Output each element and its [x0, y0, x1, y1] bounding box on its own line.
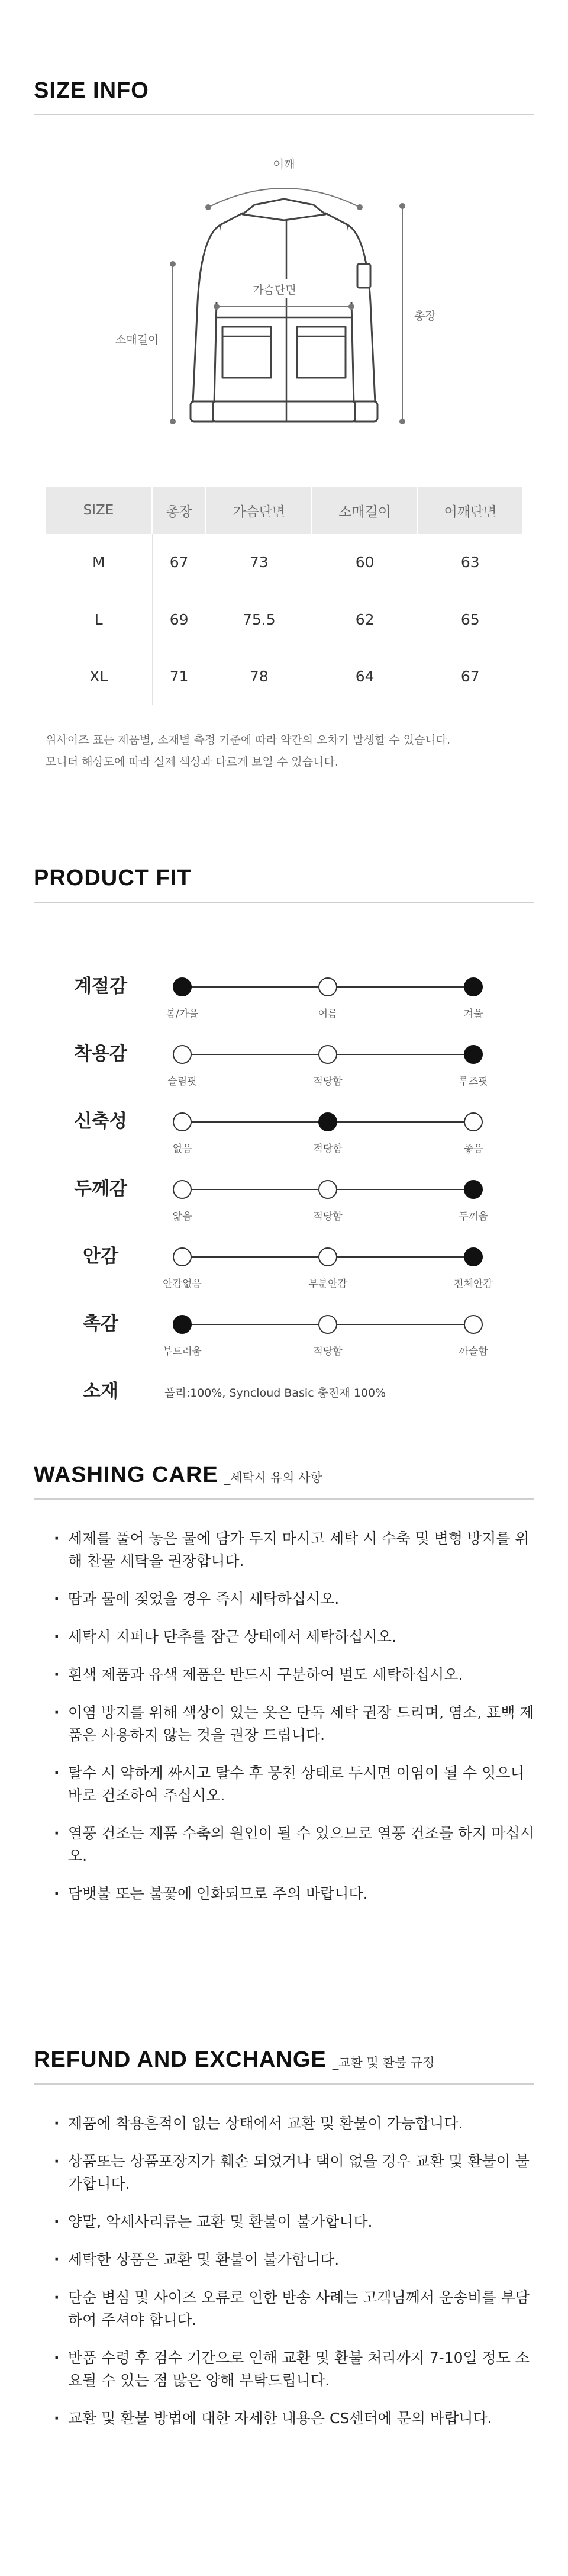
size-info-divider	[34, 114, 534, 115]
table-cell: M	[46, 534, 152, 591]
table-row	[46, 534, 522, 591]
fit-dot	[464, 1045, 483, 1064]
fit-dot	[464, 1247, 483, 1266]
fit-option: 안감없음	[163, 1278, 202, 1290]
table-cell: XL	[46, 648, 152, 705]
washing-care-divider	[34, 1498, 534, 1500]
table-cell: 75.5	[206, 591, 312, 648]
fit-dot	[173, 1112, 192, 1131]
fit-option: 루즈핏	[459, 1076, 488, 1088]
jacket-size-diagram	[0, 148, 568, 456]
fit-label: 두께감	[74, 1178, 127, 1199]
refund-title	[34, 2047, 434, 2073]
table-cell: 62	[312, 591, 418, 648]
fit-row-season	[0, 971, 568, 1030]
product-fit-divider	[34, 902, 534, 903]
table-cell: 73	[206, 534, 312, 591]
table-cell: 78	[206, 648, 312, 705]
header-sleeve: 소매길이	[312, 487, 418, 534]
size-table	[46, 487, 522, 705]
list-item: · 제품에 착용흔적이 없는 상태에서 교환 및 환불이 가능합니다.	[51, 2112, 537, 2135]
list-item: · 단순 변심 및 사이즈 오류로 인한 반송 사례는 고객님께서 운송비를 부담하여 주셔야 합니다.	[51, 2286, 537, 2331]
list-item: · 탈수 시 약하게 짜시고 탈수 후 뭉친 상태로 두시면 이염이 될 수 잇으니 바로 건조하여 주십시오.	[51, 1762, 537, 1807]
fit-row-wear	[0, 1038, 568, 1098]
list-item: · 땀과 물에 젖었을 경우 즉시 세탁하십시오.	[51, 1588, 537, 1610]
size-notes	[46, 729, 450, 773]
table-cell: 65	[418, 591, 522, 648]
fit-dot	[464, 1315, 483, 1334]
fit-option: 부분안감	[308, 1278, 347, 1290]
list-item: · 열풍 건조는 제품 수축의 원인이 될 수 있으므로 열풍 건조를 하지 마십시오.	[51, 1822, 537, 1867]
refund-divider	[34, 2083, 534, 2085]
fit-label: 착용감	[74, 1043, 127, 1065]
fit-dot	[318, 1045, 337, 1064]
fit-option: 여름	[318, 1008, 338, 1020]
washing-care-title	[34, 1462, 322, 1488]
list-item: · 흰색 제품과 유색 제품은 반드시 구분하여 별도 세탁하십시오.	[51, 1664, 537, 1686]
fit-option: 두꺼움	[459, 1211, 488, 1223]
size-note: 모니터 해상도에 따라 실제 색상과 다르게 보일 수 있습니다.	[46, 755, 338, 768]
fit-option: 좋음	[463, 1143, 483, 1155]
size-note: 위사이즈 표는 제품별, 소재별 측정 기준에 따라 약간의 오차가 발생할 수 있습니다.	[46, 734, 451, 747]
fit-option: 적당함	[313, 1211, 343, 1223]
header-shoulder: 어깨단면	[418, 487, 522, 534]
list-item: · 상품또는 상품포장지가 훼손 되었거나 택이 없을 경우 교환 및 환불이 불가합니다.	[51, 2150, 537, 2195]
jacket-icon	[191, 199, 377, 422]
header-chest: 가슴단면	[206, 487, 312, 534]
fit-label: 신축성	[74, 1111, 127, 1132]
list-item: · 양말, 악세사리류는 교환 및 환불이 불가합니다.	[51, 2211, 537, 2233]
fit-dot	[318, 1180, 337, 1199]
fit-option: 부드러움	[163, 1346, 202, 1358]
table-cell: L	[46, 591, 152, 648]
fit-dot	[173, 1180, 192, 1199]
fit-option: 전체안감	[454, 1278, 493, 1290]
fit-option: 봄/가을	[166, 1008, 199, 1020]
fit-dot	[464, 977, 483, 996]
fit-option: 적당함	[313, 1346, 343, 1358]
fit-dot	[173, 977, 192, 996]
table-cell: 60	[312, 534, 418, 591]
table-cell: 67	[152, 534, 206, 591]
list-item: · 반품 수령 후 검수 기간으로 인해 교환 및 환불 처리까지 7-10일 정도 소요될 수 있는 점 많은 양해 부탁드립니다.	[51, 2347, 537, 2392]
fit-dot	[464, 1180, 483, 1199]
list-item: · 교환 및 환불 방법에 대한 자세한 내용은 CS센터에 문의 바랍니다.	[51, 2407, 537, 2430]
fit-dot	[173, 1247, 192, 1266]
fit-dot	[318, 1315, 337, 1334]
fit-option: 얇음	[172, 1211, 192, 1223]
table-row	[46, 648, 522, 705]
refund-heading: REFUND AND EXCHANGE	[34, 2047, 327, 2072]
list-item: · 이염 방지를 위해 색상이 있는 옷은 단독 세탁 권장 드리며, 염소, 표백 제품은 사용하지 않는 것을 권장 드립니다.	[51, 1702, 537, 1747]
refund-subtitle: _교환 및 환불 규정	[332, 2056, 435, 2070]
list-item: · 세제를 풀어 놓은 물에 담가 두지 마시고 세탁 시 수축 및 변형 방지를 위해 찬물 세탁을 권장합니다.	[51, 1527, 537, 1572]
fit-row-lining	[0, 1241, 568, 1300]
size-info-title: SIZE INFO	[34, 78, 149, 103]
fit-dot	[318, 1247, 337, 1266]
table-cell: 69	[152, 591, 206, 648]
header-size: SIZE	[46, 487, 152, 534]
table-cell: 67	[418, 648, 522, 705]
fit-row-touch	[0, 1308, 568, 1368]
fit-dot	[173, 1315, 192, 1334]
fit-option: 없음	[172, 1143, 192, 1155]
length-label: 총장	[414, 310, 436, 323]
fit-option: 까슬함	[459, 1346, 488, 1358]
fit-label: 촉감	[83, 1313, 118, 1334]
sleeve-label: 소매길이	[115, 333, 159, 346]
washing-care-list	[51, 1527, 537, 1905]
refund-list	[51, 2112, 537, 2430]
material-label: 소재	[83, 1381, 118, 1402]
fit-option: 적당함	[313, 1076, 343, 1088]
table-cell: 63	[418, 534, 522, 591]
fit-row-stretch	[0, 1106, 568, 1165]
list-item: · 담뱃불 또는 불꽃에 인화되므로 주의 바랍니다.	[51, 1883, 537, 1905]
table-cell: 64	[312, 648, 418, 705]
fit-label: 안감	[83, 1246, 118, 1267]
washing-care-heading: WASHING CARE	[34, 1462, 218, 1487]
fit-option: 슬림핏	[167, 1076, 197, 1088]
fit-dot	[464, 1112, 483, 1131]
product-fit-title: PRODUCT FIT	[34, 866, 192, 890]
fit-option: 겨울	[463, 1008, 483, 1020]
fit-dot	[318, 977, 337, 996]
table-row	[46, 591, 522, 648]
header-length: 총장	[152, 487, 206, 534]
fit-dot	[318, 1112, 337, 1131]
table-cell: 71	[152, 648, 206, 705]
fit-option: 적당함	[313, 1143, 343, 1155]
size-table-header-row	[46, 487, 522, 534]
list-item: · 세탁시 지퍼나 단추를 잠근 상태에서 세탁하십시오.	[51, 1626, 537, 1648]
fit-label: 계절감	[74, 976, 127, 997]
chest-label: 가슴단면	[253, 284, 296, 297]
shoulder-label: 어깨	[273, 158, 295, 171]
fit-dot	[173, 1045, 192, 1064]
material-value: 폴리:100%, Syncloud Basic 충전재 100%	[164, 1387, 386, 1400]
list-item: · 세탁한 상품은 교환 및 환불이 불가합니다.	[51, 2249, 537, 2271]
fit-row-thickness	[0, 1173, 568, 1233]
washing-care-subtitle: _세탁시 유의 사항	[224, 1471, 322, 1485]
